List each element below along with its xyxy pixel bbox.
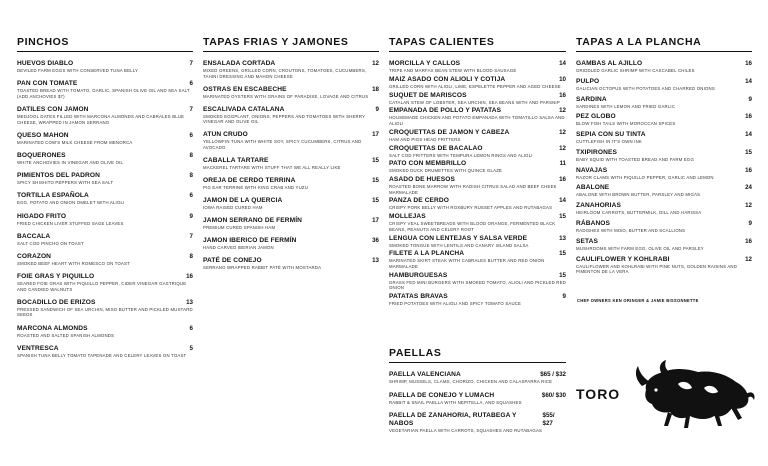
menu-item-name: PATATAS BRAVAS	[389, 293, 448, 301]
menu-item-row	[576, 220, 752, 228]
menu-item-row	[17, 325, 193, 333]
menu-item-price: 12	[559, 128, 566, 136]
menu-item	[389, 197, 566, 211]
menu-item-name: PANZA DE CERDO	[389, 197, 450, 205]
menu-item-row	[203, 60, 379, 68]
menu-item-name: HUEVOS DIABLO	[17, 60, 74, 67]
menu-item	[576, 131, 752, 145]
menu-item-name: ATUN CRUDO	[203, 131, 248, 139]
menu-item-name: FILETE A LA PLANCHA	[389, 250, 465, 258]
menu-item-row	[203, 157, 379, 165]
menu-item-description: RADISHES WITH MISO, BUTTER AND SCALLIONS	[576, 228, 686, 234]
menu-item	[203, 217, 379, 231]
menu-item-price: 16	[745, 166, 752, 174]
menu-item-row	[389, 145, 566, 153]
menu-item	[17, 192, 193, 206]
menu-item-row	[17, 299, 193, 307]
paellas-section	[389, 347, 566, 441]
menu-item-row	[389, 197, 566, 205]
menu-item-description: SMOKED DUCK DRUMETTES WITH QUINCE GLAZE	[389, 168, 503, 174]
menu-item-row	[576, 167, 752, 175]
menu-item-description: MIXED GREENS, GRILLED CORN, CROUTONS, TOMATOES, CUCUMBERS, TAHINI DRESSING AND MAHON CHEESE	[203, 68, 367, 79]
menu-item	[17, 60, 193, 74]
menu-item-description: HAND CARVED IBERIAN JAMON	[203, 244, 274, 250]
menu-item-price: 15	[559, 271, 566, 279]
menu-item	[17, 132, 193, 146]
chef-credit: CHEF OWNERS KEN ORINGER & JAMIE BISSONNETTE	[577, 298, 699, 303]
menu-item-price: 24	[745, 184, 752, 192]
menu-item-price: 16	[186, 273, 193, 281]
toro-logo	[576, 360, 762, 430]
menu-item	[17, 106, 193, 125]
menu-item-name: PATO CON MEMBRILLO	[389, 160, 467, 168]
menu-item-price: 6	[189, 324, 193, 332]
menu-item-description: RAZOR CLAMS WITH PIQUILLO PEPPER, GARLIC AND LEMON	[576, 174, 714, 180]
menu-item-row	[17, 80, 193, 88]
menu-item-description: TOASTED BREAD WITH TOMATO, GARLIC, SPANISH OLIVE OIL AND SEA SALT (ADD ANCHOVIES $7)	[17, 88, 190, 99]
menu-item-name: JAMON IBERICO DE FERMÍN	[203, 236, 297, 244]
menu-item-price: 14	[559, 60, 566, 67]
menu-item-row	[389, 213, 566, 221]
menu-item-name: HAMBURGUESAS	[389, 271, 448, 279]
menu-item-description: SEARED FOIE GRAS WITH PIQUILLO PEPPER, CIDER VINEGAR GASTRIQUE AND CANDIED WALNUTS	[17, 281, 187, 292]
menu-item-price: 13	[372, 256, 379, 264]
menu-item-name: PAELLA DE ZANAHORIA, RUTABEGA Y NABOS	[389, 412, 517, 428]
menu-item-name: CROQUETTAS DE JAMON Y CABEZA	[389, 128, 510, 136]
menu-item	[203, 131, 379, 150]
menu-item-row	[389, 160, 566, 168]
menu-item-row	[203, 177, 379, 185]
menu-item-row	[389, 92, 566, 100]
menu-item-name: SUQUET DE MARISCOS	[389, 91, 467, 99]
menu-item-name: PAN CON TOMATE	[17, 80, 78, 88]
menu-item-price: 10	[559, 75, 566, 83]
menu-item-price: 6	[189, 80, 193, 88]
menu-item-price: 5	[189, 344, 193, 352]
menu-item	[576, 184, 752, 198]
menu-item-price: 13	[559, 234, 566, 242]
menu-item-row	[576, 60, 752, 68]
tapas-plancha-list	[576, 60, 752, 275]
menu-item	[389, 107, 566, 126]
menu-item-row	[389, 60, 566, 68]
menu-item-price: 8	[189, 151, 193, 159]
menu-item-name: SARDINA	[576, 95, 607, 103]
menu-item-name: PEZ GLOBO	[576, 113, 616, 121]
menu-item-description: MARINATED OYSTERS WITH GRAINS OF PARADISE, LOVAGE AND CITRUS	[203, 93, 369, 99]
menu-item-price: 9	[562, 293, 566, 301]
menu-item-price: 16	[745, 60, 752, 67]
menu-item	[576, 60, 752, 74]
menu-item-price: 17	[372, 131, 379, 139]
menu-item	[576, 256, 752, 275]
menu-item	[389, 92, 566, 106]
menu-item-row	[389, 129, 566, 137]
menu-item-row	[389, 176, 566, 184]
menu-item-price: 9	[189, 212, 193, 220]
menu-item-row	[17, 172, 193, 180]
menu-item	[389, 160, 566, 174]
menu-item-name: CORAZON	[17, 252, 52, 260]
paellas-list	[389, 371, 566, 434]
menu-item	[389, 412, 566, 434]
tapas-frias-column	[203, 36, 379, 277]
menu-item-row	[576, 78, 752, 86]
menu-item-row	[203, 237, 379, 245]
menu-item-price: 15	[372, 196, 379, 204]
menu-item-description: SPICY SHISHITO PEPPERS WITH SEA SALT	[17, 180, 114, 186]
menu-item-description: TRIPE AND MARFAX BEAN STEW WITH BLOOD SAUSAGE	[389, 68, 517, 73]
section-title: TAPAS A LA PLANCHA	[576, 36, 752, 52]
menu-item-row	[576, 184, 752, 192]
menu-item-description: GRILLED CORN WITH ALIOLI, LIME, ESPELETTE PEPPER AND AGED CHEESE	[389, 83, 561, 89]
menu-item-name: BACCALA	[17, 232, 51, 240]
menu-item-row	[576, 202, 752, 210]
menu-item-description: MEDJOOL DATES FILLED WITH MARCONA ALMONDS AND CABRALES BLUE CHEESE, WRAPPED IN JAMON SERRANO	[17, 113, 185, 125]
menu-item-price: 14	[745, 77, 752, 85]
menu-item-row	[389, 272, 566, 280]
menu-item	[389, 392, 566, 406]
menu-item-description: HAM AND PIGS HEAD FRITTERS	[389, 136, 461, 142]
menu-item-name: ABALONE	[576, 184, 610, 192]
menu-item-row	[576, 131, 752, 139]
menu-item	[576, 78, 752, 92]
menu-item-name: DATILES CON JAMON	[17, 105, 89, 113]
menu-item-row	[17, 273, 193, 281]
menu-item-row	[17, 213, 193, 221]
menu-item	[389, 176, 566, 195]
menu-item-price: 16	[559, 91, 566, 99]
menu-item-name: PULPO	[576, 77, 600, 85]
menu-item-description: WHITE ANCHOVIES IN VINEGAR AND OLIVE OIL	[17, 159, 124, 165]
menu-item	[389, 272, 566, 291]
menu-item-price: 15	[559, 250, 566, 258]
menu-item-price: $65 / $32	[540, 371, 566, 378]
menu-item-price: 7	[189, 105, 193, 113]
menu-item-row	[389, 76, 566, 84]
menu-item-row	[576, 96, 752, 104]
pinchos-list	[17, 60, 193, 358]
menu-item-name: PAELLA VALENCIANA	[389, 371, 461, 378]
menu-item-row	[203, 106, 379, 114]
menu-item-name: EMPANADA DE POLLO Y PATATAS	[389, 107, 502, 115]
menu-item-name: PIMIENTOS DEL PADRON	[17, 172, 100, 180]
menu-item	[17, 152, 193, 166]
menu-item-description: HEIRLOOM CARROTS, BUTTERMILK, DILL AND HARISSA	[576, 210, 702, 216]
menu-item-price: 14	[745, 131, 752, 139]
menu-item-description: BLOW FISH TAILS WITH MOROCCAN SPICES	[576, 121, 676, 127]
menu-item-description: CRISPY PORK BELLY WITH ROXBURY RUSSET APPLES AND RUTABAGAS	[389, 205, 553, 211]
section-title: PINCHOS	[17, 36, 193, 52]
menu-item	[576, 113, 752, 127]
menu-item-name: BOCADILLO DE ERIZOS	[17, 298, 96, 306]
menu-item-price: 6	[189, 131, 193, 139]
menu-item-row	[17, 345, 193, 353]
menu-item-description: PRESSED SANDWICH OF SEA URCHIN, MISO BUTTER AND PICKLED MUSTARD SEEDS	[17, 306, 193, 318]
menu-item-name: HIGADO FRITO	[17, 212, 67, 220]
menu-item	[17, 325, 193, 339]
menu-item-name: MAIZ ASADO CON ALIOLI Y COTIJA	[389, 75, 506, 83]
menu-item-row	[389, 412, 566, 428]
bull-illustration-icon	[628, 360, 758, 430]
menu-item-price: 11	[559, 160, 566, 168]
menu-item	[389, 293, 566, 307]
menu-item	[389, 60, 566, 74]
menu-item-price: 15	[745, 148, 752, 156]
menu-item-description: SARDINES WITH LEMON AND FRIED GARLIC	[576, 103, 676, 109]
menu-item-description: MUSHROOMS WITH FARM EGG, OLIVE OIL AND PARSLEY	[576, 245, 704, 251]
menu-item	[389, 145, 566, 159]
menu-item-name: GAMBAS AL AJILLO	[576, 60, 643, 67]
menu-item-name: BOQUERONES	[17, 151, 66, 159]
menu-item-name: JAMON DE LA QUERCIA	[203, 196, 283, 204]
menu-item-price: 15	[372, 156, 379, 164]
menu-item-description: GRASS FED MINI BURGERS WITH SMOKED TOMATO, ALIOLI AND PICKLED RED ONION	[389, 279, 566, 291]
menu-item-price: 12	[745, 202, 752, 210]
menu-item-name: CABALLA TARTARE	[203, 156, 269, 164]
menu-item-description: YELLOWFIN TUNA WITH WHITE SOY, SPICY CUCUMBERS, CITRUS AND AVOCADO	[203, 139, 362, 150]
menu-item	[389, 76, 566, 90]
menu-item-name: PAELLA DE CONEJO Y LUMACH	[389, 391, 495, 399]
menu-item	[389, 129, 566, 143]
menu-item-price: $55/ $27	[542, 412, 555, 428]
section-title: PAELLAS	[389, 347, 566, 363]
menu-item	[203, 157, 379, 171]
menu-item-price: 12	[559, 144, 566, 152]
menu-item-price: 16	[745, 113, 752, 121]
menu-item-description: CUTTLEFISH IN IT'S OWN INK	[576, 139, 642, 145]
menu-item-price: 36	[372, 236, 379, 244]
menu-item-price: 9	[748, 95, 752, 103]
menu-item-description: SMOKED EGGPLANT, ONIONS, PEPPERS AND TOMATOES WITH SHERRY VINEGAR AND OLIVE OIL	[203, 113, 366, 125]
menu-item-row	[17, 152, 193, 160]
menu-item-row	[576, 113, 752, 121]
menu-item-row	[203, 86, 379, 94]
menu-item-description: RABBIT & SNAIL PAELLA WITH NEPITELLA, AND SQUASHES	[389, 399, 522, 405]
menu-item-description: SALT COD PINCHO ON TOAST	[17, 240, 84, 246]
menu-item-row	[203, 217, 379, 225]
menu-item-row	[203, 197, 379, 205]
menu-item-name: CAULIFLOWER Y KOHLRABI	[576, 255, 670, 263]
menu-item-price: 12	[372, 60, 379, 67]
menu-item-price: 16	[559, 176, 566, 184]
menu-item-name: ASADO DE HUESOS	[389, 176, 455, 184]
menu-item-description: VEGETARIAN PAELLA WITH CARROTS, SQUASHES AND RUTABAGAS	[389, 428, 543, 434]
menu-item-price: 13	[186, 298, 193, 306]
menu-item-row	[576, 256, 752, 264]
menu-item	[389, 371, 566, 385]
menu-item	[203, 197, 379, 211]
menu-item	[576, 149, 752, 163]
menu-item-description: SERRANO WRAPPED RABBIT PATÉ WITH MOSTARDA	[203, 264, 322, 270]
menu-item-description: BABY SQUID WITH TOASTED BREAD AND FARM EGG	[576, 156, 694, 162]
section-title: TAPAS FRIAS Y JAMONES	[203, 36, 379, 52]
menu-item-name: FOIE GRAS Y PIQUILLO	[17, 273, 95, 281]
menu-item-price: 12	[745, 255, 752, 263]
menu-item	[17, 80, 193, 99]
menu-item	[203, 60, 379, 79]
menu-item-row	[17, 106, 193, 114]
menu-item-price: 14	[559, 197, 566, 205]
menu-item	[576, 96, 752, 110]
menu-item-row	[17, 253, 193, 261]
menu-item-name: LENGUA CON LENTEJAS Y SALSA VERDE	[389, 234, 528, 242]
menu-item	[203, 237, 379, 251]
menu-item-name: TORTILLA ESPAÑOLA	[17, 192, 89, 200]
menu-item-description: SMOKED BEEF HEART WITH ROMESCO ON TOAST	[17, 260, 131, 266]
menu-item-price: 6	[189, 192, 193, 200]
menu-item-description: SPANISH TUNA BELLY TOMATO TAPENADE AND CELERY LEAVES ON TOAST	[17, 352, 187, 358]
menu-item-name: JAMON SERRANO DE FERMÍN	[203, 216, 303, 224]
menu-item-row	[203, 257, 379, 265]
menu-item-row	[389, 107, 566, 115]
menu-item-description: SALT COD FRITTERS WITH TEMPURA LEMON RINGS AND ALIOLI	[389, 152, 533, 158]
menu-item	[389, 213, 566, 232]
menu-item-name: RÁBANOS	[576, 220, 611, 228]
menu-item	[576, 220, 752, 234]
menu-item-description: MARINATED SKIRT STEAK WITH CABRALES BUTTER AND RED ONION MARMALADE	[389, 258, 545, 269]
menu-item-name: SETAS	[576, 237, 598, 245]
tapas-calientes-list	[389, 60, 566, 307]
menu-item-name: CROQUETTAS DE BACALAO	[389, 144, 483, 152]
menu-item	[17, 253, 193, 267]
menu-item-row	[576, 149, 752, 157]
menu-item	[576, 167, 752, 181]
menu-item	[17, 345, 193, 359]
menu-item-description: DEVILED FARM EGGS WITH CONSERVED TUNA BELLY	[17, 68, 139, 73]
menu-item-price: 7	[189, 232, 193, 240]
menu-item-description: CATALAN STEW OF LOBSTER, SEA URCHIN, SEA BEANS WITH AND PARSNIP	[389, 99, 560, 105]
menu-item-name: SEPIA CON SU TINTA	[576, 131, 646, 139]
menu-item-name: OSTRAS EN ESCABECHE	[203, 85, 287, 93]
menu-item-row	[203, 131, 379, 139]
menu-item	[576, 238, 752, 252]
menu-item-price: 8	[189, 172, 193, 180]
menu-item-row	[17, 60, 193, 68]
menu-item-description: CAULIFLOWER AND KOHLRABI WITH PINE NUTS, GOLDEN RAISINS AND PIMENTON DE LA VERA	[576, 263, 738, 275]
menu-item-description: FRIED CHICKEN LIVER STUFFED SAGE LEAVES	[17, 220, 124, 226]
menu-item-name: NAVAJAS	[576, 166, 608, 174]
tapas-plancha-column	[576, 36, 752, 279]
menu-item-description: ROASTED AND SALTED SPANISH ALMONDS	[17, 332, 115, 338]
menu-item	[17, 273, 193, 292]
menu-item	[203, 86, 379, 100]
menu-item-name: ENSALADA CORTADA	[203, 60, 276, 67]
menu-item-description: PREMIUM CURED SPANISH HAM	[203, 224, 276, 230]
menu-item-price: 7	[189, 60, 193, 67]
menu-item-row	[389, 392, 566, 400]
menu-item-price: 8	[189, 252, 193, 260]
menu-item-description: MACKEREL TARTARE WITH STUFF THAT WE ALL REALLY LIKE	[203, 164, 341, 170]
menu-item-price: 9	[748, 220, 752, 228]
menu-item-row	[389, 371, 566, 379]
menu-item-price: 12	[559, 107, 566, 115]
menu-item-price: 16	[745, 237, 752, 245]
menu-item	[17, 172, 193, 186]
menu-item	[203, 177, 379, 191]
menu-item-description: GALICIAN OCTOPUS WITH POTATOES AND CHARRED ONIONS	[576, 85, 715, 91]
menu-item-name: VENTRESCA	[17, 344, 59, 352]
menu-item-price: 17	[372, 216, 379, 224]
tapas-frias-list	[203, 60, 379, 270]
menu-item-price: 18	[372, 85, 379, 93]
menu-item	[203, 257, 379, 271]
menu-item-row	[17, 132, 193, 140]
menu-item-description: SHRIMP, MUSSELS, CLAMS, CHORIZO, CHICKEN AND CALASPARRA RICE	[389, 379, 553, 384]
menu-item-description: IOWA RAISED CURED HAM	[203, 204, 263, 210]
menu-item	[17, 233, 193, 247]
menu-item	[389, 250, 566, 269]
menu-item-name: ESCALIVADA CATALANA	[203, 105, 285, 113]
logo-text: TORO	[576, 386, 621, 402]
menu-item-description: SMOKED TONGUE WITH LENTILS AND CANARY ISLAND SALSA	[389, 242, 529, 248]
menu-item-name: QUESO MAHON	[17, 131, 69, 139]
menu-item-name: MARCONA ALMONDS	[17, 324, 88, 332]
menu-item-description: EGG, POTATO AND ONION OMELET WITH ALIOLI	[17, 200, 125, 206]
menu-item-row	[576, 238, 752, 246]
menu-item-name: TXIPIRONES	[576, 148, 617, 156]
menu-item-price: 15	[559, 213, 566, 221]
menu-item-name: PATÉ DE CONEJO	[203, 256, 262, 264]
menu-item-description: HOUSEMADE CHICKEN AND POTATO EMPANADA WITH TOMATILLO SALSA AND ALIOLI	[389, 115, 565, 126]
menu-item	[576, 202, 752, 216]
menu-item-row	[389, 235, 566, 243]
section-title: TAPAS CALIENTES	[389, 36, 566, 52]
menu-item-row	[17, 233, 193, 241]
menu-item-row	[389, 293, 566, 301]
menu-item-description: GRIDDLED GARLIC SHRIMP WITH CASCABEL CHILES	[576, 68, 695, 73]
menu-item-description: ABALONE WITH BROWN BUTTER, PARSLEY AND MIGAS	[576, 192, 701, 198]
menu-item-price: $60/ $30	[541, 391, 566, 399]
menu-item-price: 15	[372, 176, 379, 184]
tapas-calientes-column	[389, 36, 566, 309]
pinchos-column	[17, 36, 193, 365]
menu-item-description: MARINATED COW'S MILK CHEESE FROM MENORCA	[17, 139, 133, 145]
menu-item-description: PIG EAR TERRINE WITH KING CRAB AND YUZU	[203, 184, 309, 190]
menu-item-name: MOLLEJAS	[389, 213, 426, 221]
menu-item-name: MORCILLA Y CALLOS	[389, 60, 461, 67]
menu-item-name: ZANAHORIAS	[576, 202, 621, 210]
menu-item-description: ROASTED BONE MARROW WITH RADISH CITRUS SALAD AND BEEF CHEEK MARMALADE	[389, 184, 557, 195]
menu-item	[389, 235, 566, 249]
menu-item-row	[389, 250, 566, 258]
menu-item	[203, 106, 379, 125]
menu-item-description: FRIED POTATOES WITH ALIOLI AND SPICY TOMATO SAUCE	[389, 301, 522, 307]
menu-item-description: CRISPY VEAL SWEETBREADS WITH BLOOD ORANGE, FERMENTED BLACK BEANS, PEANUTS AND CELERY ROOT	[389, 221, 556, 232]
menu-item	[17, 299, 193, 318]
menu-item-name: OREJA DE CERDO TERRINA	[203, 176, 296, 184]
menu-item	[17, 213, 193, 227]
menu-item-row	[17, 192, 193, 200]
menu-item-price: 9	[375, 105, 379, 113]
